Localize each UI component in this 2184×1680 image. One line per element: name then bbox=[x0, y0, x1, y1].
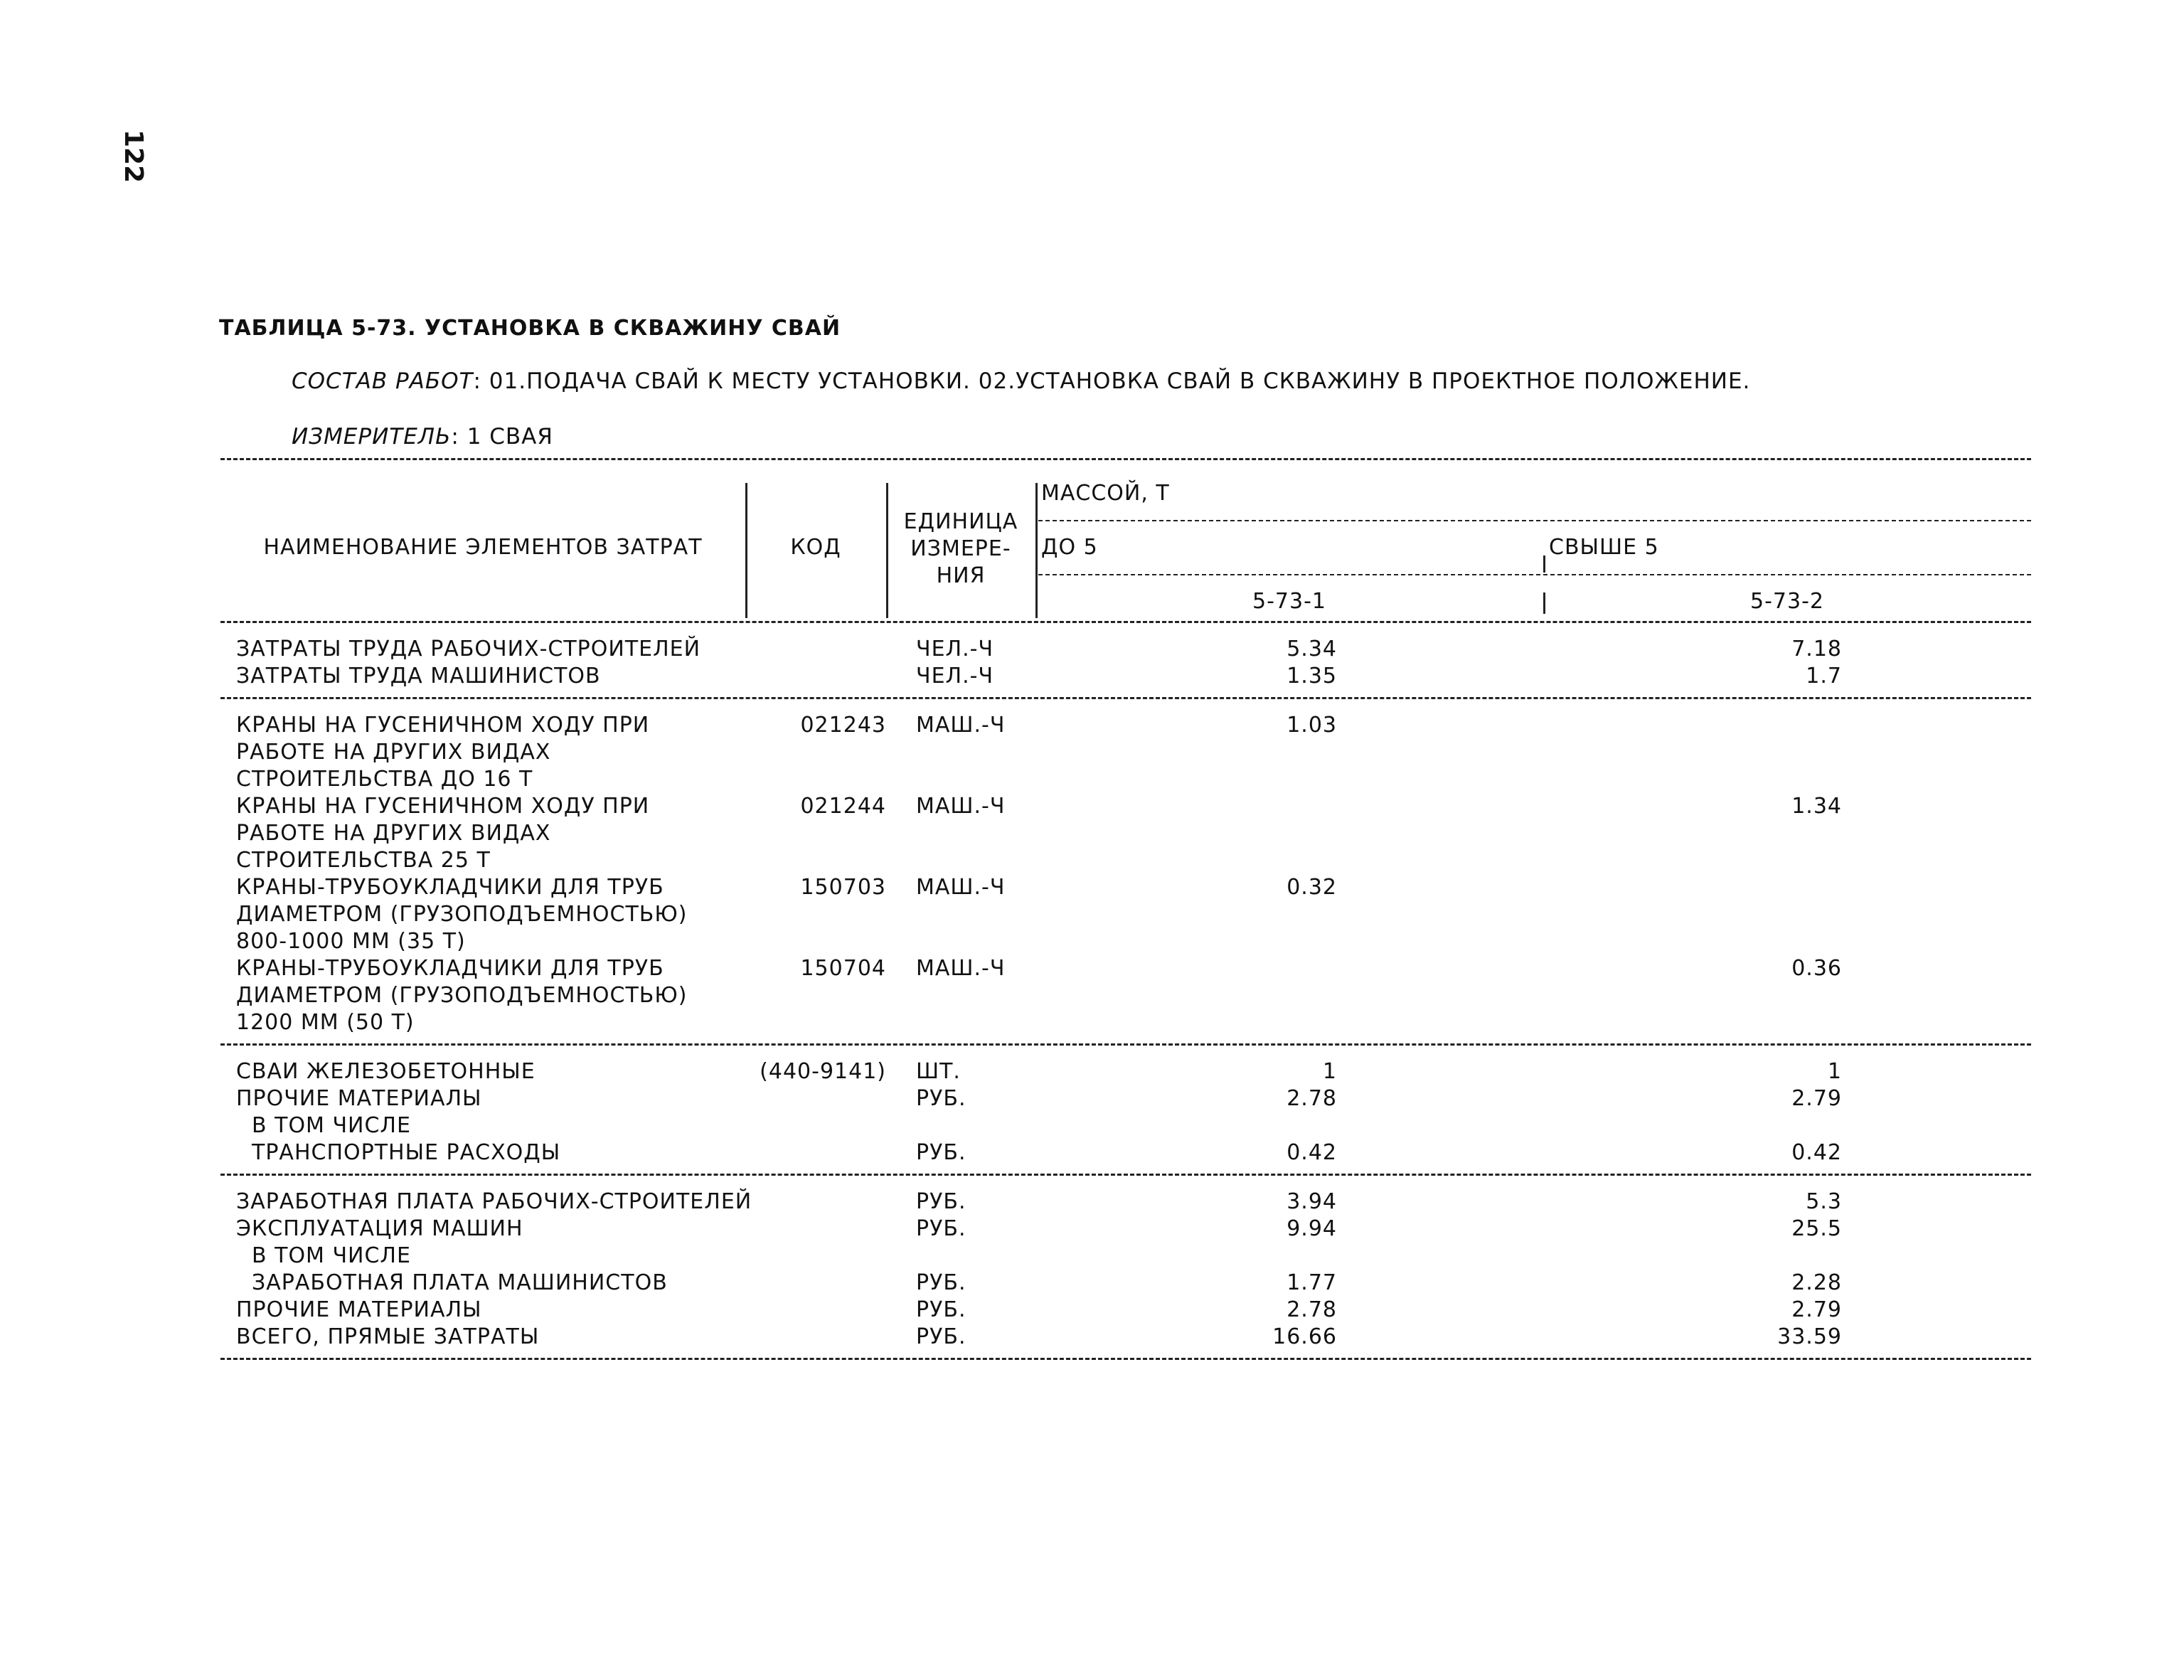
table-row bbox=[220, 636, 2031, 663]
measure-unit bbox=[292, 424, 553, 450]
table-section bbox=[220, 623, 2031, 697]
cost-element-name: В ТОМ ЧИСЛЕ bbox=[252, 1243, 411, 1268]
cost-element-name: ДИАМЕТРОМ (ГРУЗОПОДЪЕМНОСТЬЮ) bbox=[236, 902, 688, 927]
cost-element-unit: РУБ. bbox=[916, 1297, 966, 1322]
value-5-73-2: 2.79 bbox=[1791, 1086, 1842, 1111]
value-5-73-2: 0.36 bbox=[1791, 956, 1842, 981]
cost-element-name: ТРАНСПОРТНЫЕ РАСХОДЫ bbox=[252, 1140, 561, 1165]
table-row bbox=[220, 1189, 2031, 1216]
cost-element-unit: РУБ. bbox=[916, 1324, 966, 1349]
table-row bbox=[220, 1270, 2031, 1297]
header-code: КОД bbox=[790, 535, 841, 560]
header-unit-line: ИЗМЕРЕ- bbox=[910, 536, 1011, 561]
cost-element-unit: РУБ. bbox=[916, 1216, 966, 1241]
header-cost-element: НАИМЕНОВАНИЕ ЭЛЕМЕНТОВ ЗАТРАТ bbox=[263, 535, 703, 560]
cost-element-name: КРАНЫ-ТРУБОУКЛАДЧИКИ ДЛЯ ТРУБ bbox=[236, 956, 664, 981]
table-row bbox=[220, 1297, 2031, 1324]
cost-element-name: СТРОИТЕЛЬСТВА ДО 16 Т bbox=[236, 767, 533, 792]
header-mass: МАССОЙ, Т bbox=[1041, 481, 1170, 506]
table-section bbox=[220, 1176, 2031, 1358]
table-bottom-rule bbox=[220, 1358, 2031, 1360]
value-5-73-1: 2.78 bbox=[1287, 1297, 1337, 1322]
cost-element-unit: ЧЕЛ.-Ч bbox=[916, 664, 994, 689]
value-5-73-1: 1.35 bbox=[1287, 664, 1337, 689]
cost-element-name: ЗАРАБОТНАЯ ПЛАТА МАШИНИСТОВ bbox=[252, 1270, 668, 1295]
value-5-73-1: 9.94 bbox=[1287, 1216, 1337, 1241]
value-5-73-1: 2.78 bbox=[1287, 1086, 1337, 1111]
value-5-73-2: 1.34 bbox=[1791, 794, 1842, 819]
value-5-73-2: 2.79 bbox=[1791, 1297, 1842, 1322]
value-5-73-2: 1.7 bbox=[1806, 664, 1842, 689]
value-5-73-1: 0.32 bbox=[1287, 875, 1337, 900]
header-divider bbox=[1543, 555, 1545, 573]
cost-element-name: КРАНЫ НА ГУСЕНИЧНОМ ХОДУ ПРИ bbox=[236, 794, 650, 819]
header-subrule bbox=[1038, 574, 2031, 575]
measure-unit-label: ИЗМЕРИТЕЛЬ bbox=[292, 424, 452, 450]
header-over-5: СВЫШЕ 5 bbox=[1549, 535, 1659, 560]
table-row bbox=[220, 1112, 2031, 1139]
value-5-73-2: 7.18 bbox=[1791, 637, 1842, 661]
cost-element-name: 800-1000 ММ (35 Т) bbox=[236, 929, 466, 954]
table-row bbox=[220, 766, 2031, 793]
value-5-73-2: 33.59 bbox=[1777, 1324, 1842, 1349]
table-row bbox=[220, 793, 2031, 820]
cost-element-name: ЗАТРАТЫ ТРУДА МАШИНИСТОВ bbox=[236, 664, 601, 689]
cost-element-name: ЭКСПЛУАТАЦИЯ МАШИН bbox=[236, 1216, 523, 1241]
table-header bbox=[220, 460, 2031, 621]
cost-element-name: РАБОТЕ НА ДРУГИХ ВИДАХ bbox=[236, 740, 551, 765]
table-section bbox=[220, 1046, 2031, 1174]
cost-element-name: ПРОЧИЕ МАТЕРИАЛЫ bbox=[236, 1086, 482, 1111]
table-row bbox=[220, 1324, 2031, 1351]
table-body bbox=[220, 621, 2031, 1360]
cost-element-name: 1200 ММ (50 Т) bbox=[236, 1010, 415, 1035]
table-row bbox=[220, 1216, 2031, 1243]
table-row bbox=[220, 712, 2031, 739]
value-5-73-1: 3.94 bbox=[1287, 1189, 1337, 1214]
cost-element-name: КРАНЫ-ТРУБОУКЛАДЧИКИ ДЛЯ ТРУБ bbox=[236, 875, 664, 900]
cost-table bbox=[220, 458, 2031, 1360]
value-5-73-1: 5.34 bbox=[1287, 637, 1337, 661]
cost-element-code: 150704 bbox=[800, 956, 886, 981]
value-5-73-2: 0.42 bbox=[1791, 1140, 1842, 1165]
cost-element-code: 021243 bbox=[800, 713, 886, 738]
table-row bbox=[220, 955, 2031, 982]
measure-unit-text: : 1 СВАЯ bbox=[451, 424, 553, 450]
cost-element-name: ЗАРАБОТНАЯ ПЛАТА РАБОЧИХ-СТРОИТЕЛЕЙ bbox=[236, 1189, 752, 1214]
cost-element-name: РАБОТЕ НА ДРУГИХ ВИДАХ bbox=[236, 821, 551, 846]
value-5-73-2: 5.3 bbox=[1806, 1189, 1842, 1214]
value-5-73-1: 1.03 bbox=[1287, 713, 1337, 738]
table-row bbox=[220, 928, 2031, 955]
cost-element-unit: МАШ.-Ч bbox=[916, 956, 1006, 981]
cost-element-unit: РУБ. bbox=[916, 1270, 966, 1295]
header-subrule bbox=[1038, 520, 2031, 521]
page-number: 122 bbox=[119, 129, 148, 184]
cost-element-name: ЗАТРАТЫ ТРУДА РАБОЧИХ-СТРОИТЕЛЕЙ bbox=[236, 637, 701, 661]
table-row bbox=[220, 1058, 2031, 1085]
table-row bbox=[220, 901, 2031, 928]
value-5-73-1: 1 bbox=[1322, 1059, 1337, 1084]
cost-element-name: В ТОМ ЧИСЛЕ bbox=[252, 1113, 411, 1138]
table-row bbox=[220, 1085, 2031, 1112]
cost-element-code: 150703 bbox=[800, 875, 886, 900]
cost-element-name: СВАИ ЖЕЛЕЗОБЕТОННЫЕ bbox=[236, 1059, 536, 1084]
table-row bbox=[220, 1243, 2031, 1270]
table-row bbox=[220, 820, 2031, 847]
cost-element-unit: МАШ.-Ч bbox=[916, 713, 1006, 738]
table-title: ТАБЛИЦА 5-73. УСТАНОВКА В СКВАЖИНУ СВАЙ bbox=[219, 316, 841, 341]
cost-element-code: 021244 bbox=[800, 794, 886, 819]
header-unit bbox=[886, 509, 1035, 590]
value-5-73-1: 1.77 bbox=[1287, 1270, 1337, 1295]
table-row bbox=[220, 663, 2031, 690]
work-composition-label: СОСТАВ РАБОТ bbox=[292, 368, 474, 394]
cost-element-code: (440-9141) bbox=[760, 1059, 886, 1084]
cost-element-name: СТРОИТЕЛЬСТВА 25 Т bbox=[236, 848, 491, 873]
cost-element-name: КРАНЫ НА ГУСЕНИЧНОМ ХОДУ ПРИ bbox=[236, 713, 650, 738]
header-upto-5: ДО 5 bbox=[1041, 535, 1098, 560]
cost-element-unit: РУБ. bbox=[916, 1140, 966, 1165]
value-5-73-2: 1 bbox=[1827, 1059, 1842, 1084]
cost-element-name: ДИАМЕТРОМ (ГРУЗОПОДЪЕМНОСТЬЮ) bbox=[236, 983, 688, 1008]
work-composition-text: : 01.ПОДАЧА СВАЙ К МЕСТУ УСТАНОВКИ. 02.УСТАНОВКА СВАЙ В СКВАЖИНУ В ПРОЕКТНОЕ ПОЛОЖЕНИЕ. bbox=[473, 368, 1751, 394]
work-composition bbox=[292, 368, 1750, 394]
cost-element-unit: ШТ. bbox=[916, 1059, 961, 1084]
cost-element-unit: РУБ. bbox=[916, 1086, 966, 1111]
table-row bbox=[220, 1009, 2031, 1036]
table-section bbox=[220, 699, 2031, 1043]
table-row bbox=[220, 982, 2031, 1009]
table-row bbox=[220, 874, 2031, 901]
cost-element-unit: МАШ.-Ч bbox=[916, 875, 1006, 900]
value-5-73-2: 2.28 bbox=[1791, 1270, 1842, 1295]
table-row bbox=[220, 739, 2031, 766]
cost-element-name: ВСЕГО, ПРЯМЫЕ ЗАТРАТЫ bbox=[236, 1324, 540, 1349]
cost-element-name: ПРОЧИЕ МАТЕРИАЛЫ bbox=[236, 1297, 482, 1322]
value-5-73-2: 25.5 bbox=[1791, 1216, 1842, 1241]
table-row bbox=[220, 1139, 2031, 1166]
header-unit-line: НИЯ bbox=[936, 563, 986, 588]
cost-element-unit: ЧЕЛ.-Ч bbox=[916, 637, 994, 661]
header-column-5-73-1: 5-73-1 bbox=[1252, 589, 1326, 614]
header-unit-line: ЕДИНИЦА bbox=[903, 509, 1018, 534]
value-5-73-1: 16.66 bbox=[1272, 1324, 1337, 1349]
cost-element-unit: МАШ.-Ч bbox=[916, 794, 1006, 819]
header-column-5-73-2: 5-73-2 bbox=[1750, 589, 1824, 614]
cost-element-unit: РУБ. bbox=[916, 1189, 966, 1214]
table-row bbox=[220, 847, 2031, 874]
value-5-73-1: 0.42 bbox=[1287, 1140, 1337, 1165]
